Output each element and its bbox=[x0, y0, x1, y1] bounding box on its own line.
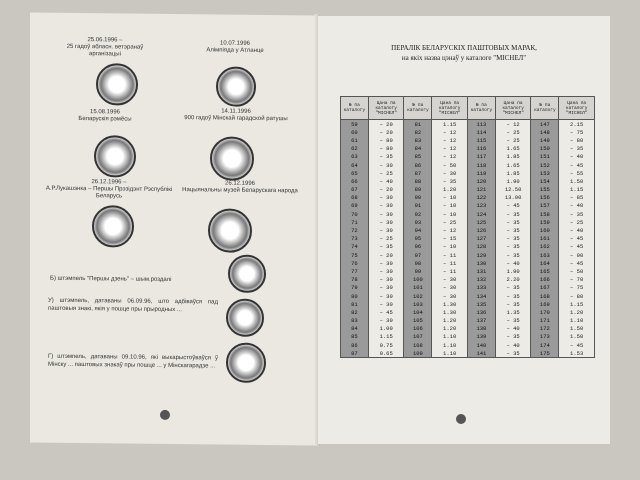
table-cell: 129 bbox=[467, 251, 495, 259]
table-cell: 81 bbox=[341, 300, 369, 308]
table-cell: 130 bbox=[467, 259, 495, 267]
table-cell: 93 bbox=[404, 218, 432, 226]
table-row bbox=[341, 267, 595, 275]
table-cell: 1.15 bbox=[432, 120, 468, 129]
table-cell: 140 bbox=[467, 341, 495, 349]
table-cell: 175 bbox=[531, 349, 559, 358]
table-cell: – 45 bbox=[559, 235, 595, 243]
table-cell: 139 bbox=[467, 333, 495, 341]
table-cell: 1.90 bbox=[495, 267, 531, 275]
table-cell: – 25 bbox=[559, 218, 595, 226]
table-cell: 95 bbox=[404, 235, 432, 243]
table-cell: – 10 bbox=[432, 194, 468, 202]
postmark-stamp bbox=[94, 135, 136, 177]
table-cell: – 15 bbox=[432, 235, 468, 243]
col-header: № па каталогу bbox=[467, 97, 495, 120]
table-row bbox=[341, 341, 595, 349]
table-cell: 97 bbox=[404, 251, 432, 259]
right-page bbox=[318, 16, 610, 444]
table-cell: 62 bbox=[341, 145, 369, 153]
table-cell: 124 bbox=[467, 210, 495, 218]
table-cell: 12.50 bbox=[495, 186, 531, 194]
table-cell: 162 bbox=[531, 243, 559, 251]
table-cell: 91 bbox=[404, 202, 432, 210]
table-cell: 104 bbox=[404, 308, 432, 316]
table-row bbox=[341, 153, 595, 161]
table-cell: – 45 bbox=[559, 161, 595, 169]
table-cell: 156 bbox=[531, 194, 559, 202]
table-cell: – 30 bbox=[368, 161, 404, 169]
caption-1: 25.06.1996 – 25 гадоў абласн. ветэранаў арганізацыі bbox=[66, 37, 144, 58]
table-cell: 108 bbox=[404, 341, 432, 349]
catalog-title: ПЕРАЛІК БЕЛАРУСКІХ ПАШТОВЫХ МАРАК, bbox=[391, 44, 537, 52]
table-cell: – 30 bbox=[368, 259, 404, 267]
table-cell: – 55 bbox=[559, 169, 595, 177]
table-cell: 82 bbox=[404, 128, 432, 136]
table-cell: 119 bbox=[467, 169, 495, 177]
table-cell: 1.53 bbox=[559, 349, 595, 358]
table-cell: – 80 bbox=[368, 136, 404, 144]
table-cell: – 20 bbox=[368, 186, 404, 194]
col-header: Цана па каталогу "МІСНЕЛ" bbox=[432, 97, 468, 120]
table-cell: 123 bbox=[467, 202, 495, 210]
table-cell: 13.00 bbox=[495, 194, 531, 202]
table-cell: – 35 bbox=[495, 226, 531, 234]
table-cell: 65 bbox=[341, 169, 369, 177]
table-row bbox=[341, 145, 595, 153]
table-cell: 61 bbox=[341, 136, 369, 144]
table-cell: 1.65 bbox=[495, 161, 531, 169]
table-cell: – 70 bbox=[559, 276, 595, 284]
table-cell: 1.20 bbox=[432, 186, 468, 194]
table-cell: – 50 bbox=[559, 267, 595, 275]
catalog-price-table bbox=[340, 96, 595, 358]
table-cell: – 35 bbox=[495, 284, 531, 292]
table-cell: 89 bbox=[404, 186, 432, 194]
table-cell: – 40 bbox=[559, 153, 595, 161]
table-cell: 1.50 bbox=[559, 325, 595, 333]
catalog-subtitle: на якіх назва цэнаў у каталоге "МІСНЕЛ" bbox=[401, 54, 527, 62]
postmark-stamp bbox=[208, 208, 252, 252]
table-cell: – 10 bbox=[432, 202, 468, 210]
table-cell: 94 bbox=[404, 226, 432, 234]
table-cell: 87 bbox=[341, 349, 369, 358]
table-cell: 1.00 bbox=[368, 325, 404, 333]
table-cell: 137 bbox=[467, 317, 495, 325]
table-cell: 66 bbox=[341, 177, 369, 185]
table-cell: 114 bbox=[467, 128, 495, 136]
table-cell: 141 bbox=[467, 349, 495, 358]
table-cell: 116 bbox=[467, 145, 495, 153]
table-cell: 1.10 bbox=[559, 317, 595, 325]
table-cell: 147 bbox=[531, 120, 559, 129]
table-row bbox=[341, 202, 595, 210]
table-cell: – 45 bbox=[559, 243, 595, 251]
table-cell: 75 bbox=[341, 251, 369, 259]
table-cell: – 45 bbox=[559, 341, 595, 349]
table-cell: 2.20 bbox=[495, 276, 531, 284]
caption-2: 10.07.1996 Алімпіяда у Атланце bbox=[206, 40, 264, 54]
table-cell: – 10 bbox=[432, 210, 468, 218]
table-cell: 115 bbox=[467, 136, 495, 144]
caption-3: 15.08.1996 Беларускія рэмёсы bbox=[78, 109, 132, 123]
table-row bbox=[341, 161, 595, 169]
table-cell: 128 bbox=[467, 243, 495, 251]
table-cell: – 90 bbox=[559, 251, 595, 259]
table-cell: 122 bbox=[467, 194, 495, 202]
table-cell: 131 bbox=[467, 267, 495, 275]
table-cell: – 80 bbox=[368, 145, 404, 153]
table-cell: 69 bbox=[341, 202, 369, 210]
table-cell: – 35 bbox=[368, 153, 404, 161]
table-cell: – 11 bbox=[432, 259, 468, 267]
table-cell: 169 bbox=[531, 300, 559, 308]
table-row bbox=[341, 218, 595, 226]
table-cell: 127 bbox=[467, 235, 495, 243]
table-row bbox=[341, 292, 595, 300]
table-cell: – 35 bbox=[559, 210, 595, 218]
table-cell: 173 bbox=[531, 333, 559, 341]
table-cell: – 30 bbox=[368, 292, 404, 300]
table-cell: 79 bbox=[341, 284, 369, 292]
table-cell: – 30 bbox=[368, 284, 404, 292]
table-cell: – 12 bbox=[495, 120, 531, 129]
table-cell: 118 bbox=[467, 161, 495, 169]
table-cell: – 30 bbox=[432, 276, 468, 284]
table-cell: 70 bbox=[341, 210, 369, 218]
table-cell: 0.65 bbox=[368, 349, 404, 358]
table-cell: 171 bbox=[531, 317, 559, 325]
table-cell: 1.50 bbox=[559, 333, 595, 341]
table-cell: – 40 bbox=[559, 202, 595, 210]
table-cell: 157 bbox=[531, 202, 559, 210]
table-cell: 174 bbox=[531, 341, 559, 349]
table-cell: 152 bbox=[531, 161, 559, 169]
table-cell: 106 bbox=[404, 325, 432, 333]
table-cell: 1.30 bbox=[432, 300, 468, 308]
table-cell: 136 bbox=[467, 308, 495, 316]
table-cell: 117 bbox=[467, 153, 495, 161]
caption-5: 26.12.1996 – А.Р.Лукашэнка – Першы Прэзідэнт Рэспублікі Беларусь bbox=[45, 179, 173, 200]
table-cell: 133 bbox=[467, 284, 495, 292]
table-cell: – 30 bbox=[368, 194, 404, 202]
table-cell: 1.30 bbox=[432, 308, 468, 316]
table-cell: 170 bbox=[531, 308, 559, 316]
table-cell: 85 bbox=[341, 333, 369, 341]
table-cell: – 35 bbox=[495, 251, 531, 259]
table-cell: 1.50 bbox=[559, 177, 595, 185]
table-cell: 105 bbox=[404, 317, 432, 325]
table-row bbox=[341, 136, 595, 144]
table-cell: 96 bbox=[404, 243, 432, 251]
table-cell: – 35 bbox=[495, 218, 531, 226]
table-cell: 102 bbox=[404, 292, 432, 300]
table-cell: – 20 bbox=[368, 120, 404, 129]
table-row bbox=[341, 284, 595, 292]
col-header: № па каталогу bbox=[341, 97, 369, 120]
table-header-row bbox=[341, 97, 595, 120]
table-cell: – 40 bbox=[559, 226, 595, 234]
table-cell: 82 bbox=[341, 308, 369, 316]
table-cell: 71 bbox=[341, 218, 369, 226]
table-cell: – 45 bbox=[495, 202, 531, 210]
table-row bbox=[341, 276, 595, 284]
table-row bbox=[341, 120, 595, 129]
table-cell: 113 bbox=[467, 120, 495, 129]
table-cell: 168 bbox=[531, 292, 559, 300]
col-header: Цана па каталогу "МІСНЕЛ" bbox=[495, 97, 531, 120]
table-cell: 76 bbox=[341, 259, 369, 267]
postmark-stamp bbox=[210, 136, 254, 180]
table-cell: 151 bbox=[531, 153, 559, 161]
table-cell: – 30 bbox=[368, 218, 404, 226]
postmark-stamp bbox=[96, 63, 138, 105]
table-cell: – 45 bbox=[559, 259, 595, 267]
table-cell: – 35 bbox=[495, 349, 531, 358]
table-cell: – 85 bbox=[559, 194, 595, 202]
table-cell: 1.20 bbox=[559, 308, 595, 316]
table-cell: 148 bbox=[531, 128, 559, 136]
table-cell: 1.10 bbox=[432, 333, 468, 341]
table-cell: – 30 bbox=[368, 300, 404, 308]
table-row bbox=[341, 300, 595, 308]
table-cell: – 25 bbox=[368, 169, 404, 177]
table-cell: 99 bbox=[404, 267, 432, 275]
col-header: № па каталогу bbox=[531, 97, 559, 120]
table-cell: 1.10 bbox=[432, 349, 468, 358]
table-cell: 159 bbox=[531, 218, 559, 226]
table-cell: 87 bbox=[404, 169, 432, 177]
table-cell: 1.15 bbox=[559, 300, 595, 308]
table-cell: – 10 bbox=[432, 243, 468, 251]
table-cell: 1.35 bbox=[495, 308, 531, 316]
table-cell: 98 bbox=[404, 259, 432, 267]
table-cell: 2.15 bbox=[559, 120, 595, 129]
table-row bbox=[341, 243, 595, 251]
table-cell: – 25 bbox=[495, 136, 531, 144]
table-cell: – 25 bbox=[495, 128, 531, 136]
table-cell: 120 bbox=[467, 177, 495, 185]
table-cell: 155 bbox=[531, 186, 559, 194]
table-cell: – 12 bbox=[432, 145, 468, 153]
table-row bbox=[341, 210, 595, 218]
table-cell: 59 bbox=[341, 120, 369, 129]
col-header: № па каталогу bbox=[404, 97, 432, 120]
table-cell: 132 bbox=[467, 276, 495, 284]
table-cell: – 11 bbox=[432, 267, 468, 275]
table-cell: 78 bbox=[341, 276, 369, 284]
table-row bbox=[341, 325, 595, 333]
table-cell: – 12 bbox=[432, 226, 468, 234]
table-cell: 1.85 bbox=[495, 169, 531, 177]
table-cell: 88 bbox=[404, 177, 432, 185]
table-cell: – 40 bbox=[495, 341, 531, 349]
left-page bbox=[30, 13, 315, 446]
table-cell: 161 bbox=[531, 235, 559, 243]
table-cell: 154 bbox=[531, 177, 559, 185]
table-cell: 1.20 bbox=[432, 317, 468, 325]
table-cell: – 25 bbox=[432, 218, 468, 226]
table-cell: – 35 bbox=[495, 243, 531, 251]
section-g-text: Г) штэмпель, датаваны 09.10.96, які выкарыстоўваўся ў Мінску ... паштовых знакаў пры пошце ... у Мінскагарадзе ... bbox=[48, 353, 218, 370]
table-row bbox=[341, 226, 595, 234]
table-cell: – 75 bbox=[559, 128, 595, 136]
table-cell: – 35 bbox=[495, 235, 531, 243]
postmark-stamp bbox=[228, 255, 266, 293]
table-cell: 67 bbox=[341, 186, 369, 194]
table-cell: – 35 bbox=[432, 177, 468, 185]
table-cell: – 30 bbox=[368, 317, 404, 325]
table-cell: – 35 bbox=[495, 292, 531, 300]
table-cell: – 30 bbox=[368, 276, 404, 284]
postmark-stamp bbox=[226, 299, 264, 337]
section-v-text: У) штэмпель, датаваны 06.09.96, што адбіваўся пад паштовыя знакі, якія у пошце пры прыродных ... bbox=[48, 297, 218, 314]
table-cell: 153 bbox=[531, 169, 559, 177]
table-cell: 86 bbox=[404, 161, 432, 169]
table-cell: 172 bbox=[531, 325, 559, 333]
table-row bbox=[341, 186, 595, 194]
table-cell: 85 bbox=[404, 153, 432, 161]
table-cell: – 12 bbox=[432, 128, 468, 136]
table-cell: – 45 bbox=[368, 308, 404, 316]
table-cell: – 30 bbox=[432, 292, 468, 300]
table-cell: 126 bbox=[467, 226, 495, 234]
table-cell: 107 bbox=[404, 333, 432, 341]
table-cell: – 20 bbox=[368, 128, 404, 136]
table-cell: – 35 bbox=[495, 300, 531, 308]
table-cell: 158 bbox=[531, 210, 559, 218]
table-cell: 134 bbox=[467, 292, 495, 300]
table-row bbox=[341, 177, 595, 185]
table-cell: – 35 bbox=[495, 333, 531, 341]
table-cell: 1.65 bbox=[495, 145, 531, 153]
table-row bbox=[341, 333, 595, 341]
postmark-stamp bbox=[226, 343, 266, 383]
table-row bbox=[341, 349, 595, 358]
table-cell: 64 bbox=[341, 161, 369, 169]
table-cell: 92 bbox=[404, 210, 432, 218]
table-cell: – 40 bbox=[495, 259, 531, 267]
table-cell: 149 bbox=[531, 136, 559, 144]
table-row bbox=[341, 251, 595, 259]
table-cell: 86 bbox=[341, 341, 369, 349]
caption-6: 26.12.1996 Нацыянальны музей Беларускага народа bbox=[182, 180, 298, 195]
table-cell: – 35 bbox=[368, 243, 404, 251]
table-cell: 84 bbox=[341, 325, 369, 333]
table-cell: – 12 bbox=[432, 153, 468, 161]
table-cell: 84 bbox=[404, 145, 432, 153]
table-cell: 83 bbox=[404, 136, 432, 144]
table-cell: – 12 bbox=[432, 136, 468, 144]
table-cell: – 80 bbox=[559, 136, 595, 144]
table-cell: 1.85 bbox=[495, 153, 531, 161]
table-cell: – 20 bbox=[368, 251, 404, 259]
table-cell: 100 bbox=[404, 276, 432, 284]
table-cell: 1.15 bbox=[368, 333, 404, 341]
table-cell: 1.15 bbox=[559, 186, 595, 194]
postmark-stamp bbox=[216, 66, 256, 106]
table-row bbox=[341, 128, 595, 136]
postmark-stamp bbox=[92, 205, 134, 247]
table-cell: 0.75 bbox=[368, 341, 404, 349]
table-cell: – 30 bbox=[368, 226, 404, 234]
page-number-right bbox=[456, 414, 466, 424]
table-cell: – 50 bbox=[432, 161, 468, 169]
table-cell: 165 bbox=[531, 267, 559, 275]
table-cell: – 35 bbox=[559, 145, 595, 153]
page-number-left bbox=[160, 410, 170, 420]
table-cell: 68 bbox=[341, 194, 369, 202]
table-cell: – 75 bbox=[559, 284, 595, 292]
table-cell: – 30 bbox=[432, 169, 468, 177]
table-cell: – 35 bbox=[495, 317, 531, 325]
table-cell: – 11 bbox=[432, 251, 468, 259]
table-cell: 63 bbox=[341, 153, 369, 161]
table-row bbox=[341, 317, 595, 325]
table-cell: 164 bbox=[531, 259, 559, 267]
table-cell: 80 bbox=[341, 292, 369, 300]
table-cell: 163 bbox=[531, 251, 559, 259]
table-cell: 138 bbox=[467, 325, 495, 333]
table-cell: – 30 bbox=[432, 284, 468, 292]
table-row bbox=[341, 169, 595, 177]
table-cell: 150 bbox=[531, 145, 559, 153]
table-cell: – 40 bbox=[495, 325, 531, 333]
table-cell: 77 bbox=[341, 267, 369, 275]
table-cell: 74 bbox=[341, 243, 369, 251]
table-cell: 101 bbox=[404, 284, 432, 292]
table-row bbox=[341, 308, 595, 316]
table-cell: – 30 bbox=[368, 210, 404, 218]
table-cell: 81 bbox=[404, 120, 432, 129]
section-b-text: Б) штэмпель "Першы дзень" – шым.роздалі bbox=[50, 275, 172, 283]
table-cell: 1.10 bbox=[432, 341, 468, 349]
table-cell: – 80 bbox=[559, 292, 595, 300]
table-cell: 1.20 bbox=[432, 325, 468, 333]
table-row bbox=[341, 235, 595, 243]
table-cell: – 35 bbox=[495, 210, 531, 218]
table-row bbox=[341, 194, 595, 202]
table-cell: 125 bbox=[467, 218, 495, 226]
table-cell: – 25 bbox=[368, 235, 404, 243]
caption-4: 14.11.1996 900 гадоў Мінскай гарадской ратушы bbox=[184, 108, 288, 123]
col-header: Цана па каталогу "МІСНЕЛ" bbox=[368, 97, 404, 120]
table-cell: 167 bbox=[531, 284, 559, 292]
table-cell: 72 bbox=[341, 226, 369, 234]
table-cell: 90 bbox=[404, 194, 432, 202]
table-cell: – 30 bbox=[368, 202, 404, 210]
table-cell: 166 bbox=[531, 276, 559, 284]
table-cell: 60 bbox=[341, 128, 369, 136]
table-cell: – 30 bbox=[368, 267, 404, 275]
table-cell: 121 bbox=[467, 186, 495, 194]
table-cell: 109 bbox=[404, 349, 432, 358]
table-cell: 160 bbox=[531, 226, 559, 234]
table-cell: 83 bbox=[341, 317, 369, 325]
table-row bbox=[341, 259, 595, 267]
col-header: Цана па каталогу "МІСНЕЛ" bbox=[559, 97, 595, 120]
table-cell: 73 bbox=[341, 235, 369, 243]
table-cell: 135 bbox=[467, 300, 495, 308]
table-cell: 1.90 bbox=[495, 177, 531, 185]
table-cell: 103 bbox=[404, 300, 432, 308]
table-cell: – 40 bbox=[368, 177, 404, 185]
